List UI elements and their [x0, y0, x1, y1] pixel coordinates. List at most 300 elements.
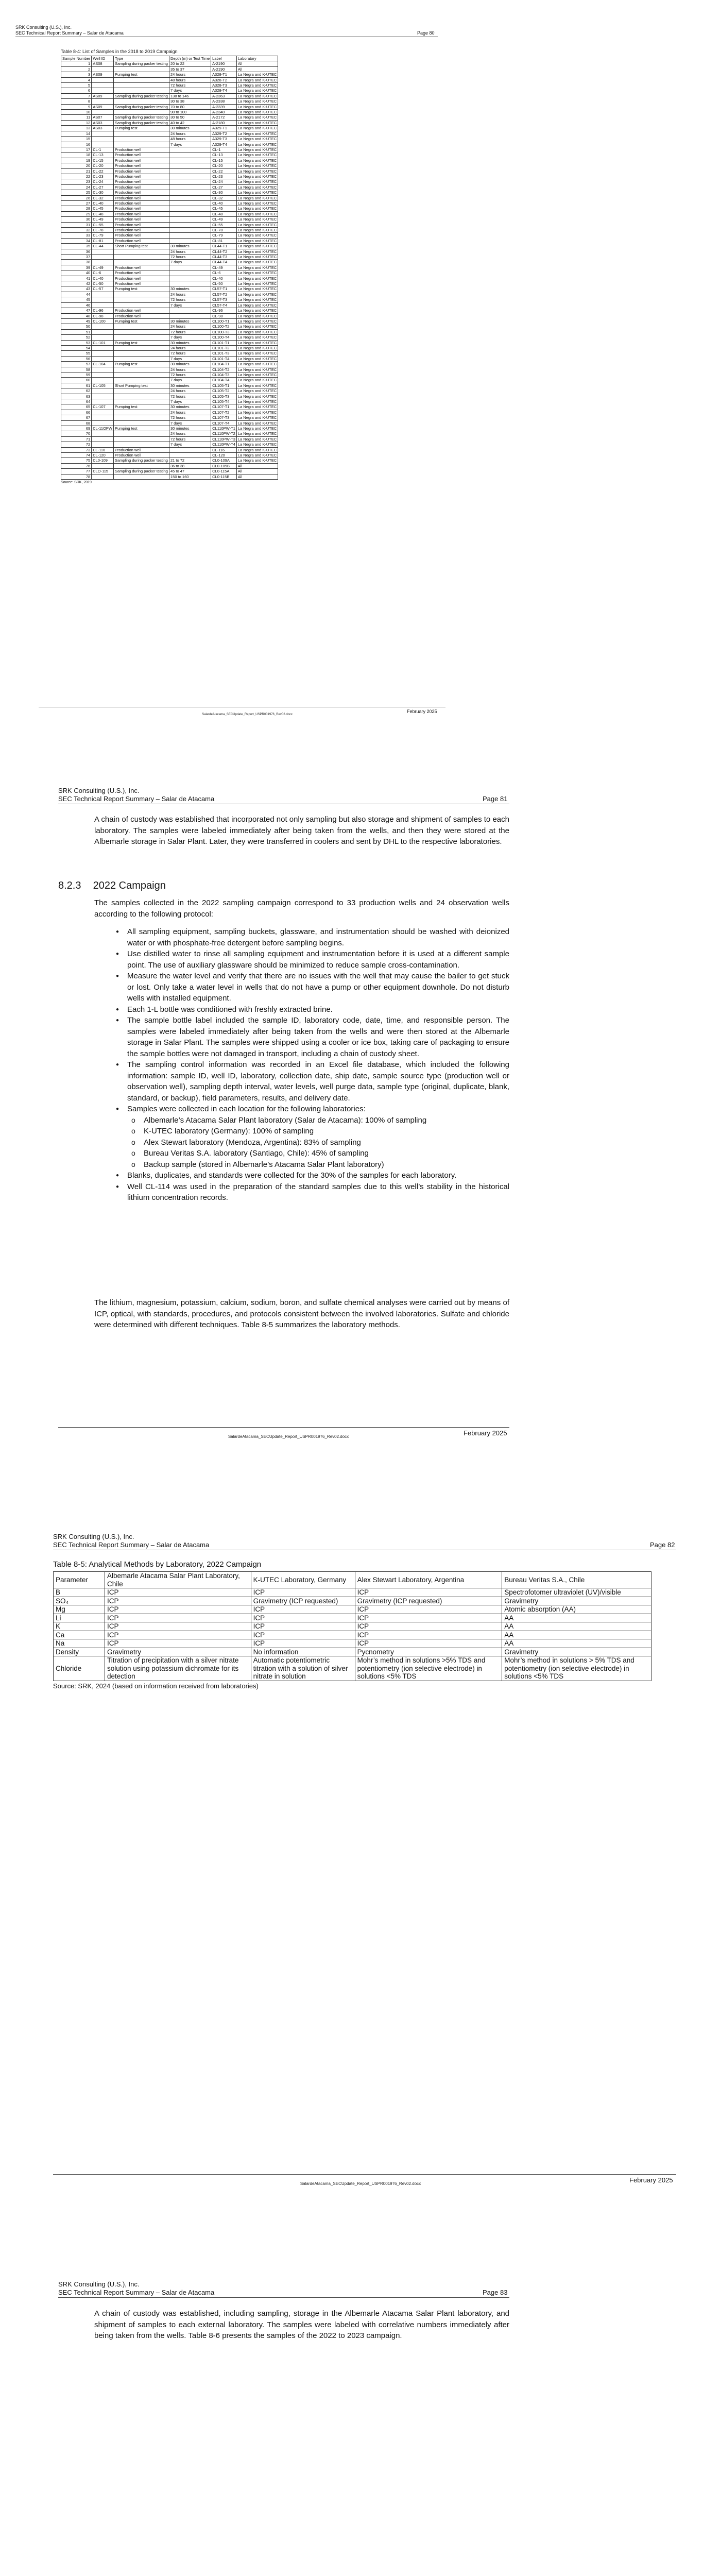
table-row [61, 281, 278, 286]
table-cell: 5 [61, 83, 92, 88]
table-cell [114, 378, 169, 383]
table-cell: ICP [105, 1605, 251, 1614]
table-cell: Pumping test [114, 340, 169, 345]
table-row [61, 200, 278, 206]
table-cell: CL57-T3 [211, 297, 237, 302]
table-cell: Pumping test [114, 426, 169, 431]
table-cell: CL-40 [211, 276, 237, 281]
table-cell: 58 [61, 367, 92, 372]
table-cell: 7 days [169, 88, 211, 93]
list-item: ● All sampling equipment, sampling buckets, glassware, and instrumentation should be washed with deionized water or with phosphate-free detergent before sampling begins. [116, 926, 509, 948]
table-cell: Gravimetry [502, 1648, 651, 1656]
table-cell: CL107-T4 [211, 420, 237, 426]
table-cell: 31 [61, 222, 92, 227]
table-cell: La Negra and K-UTEC [236, 313, 278, 318]
table-cell [169, 190, 211, 195]
table-cell: 45 to 47 [169, 469, 211, 474]
table-cell: CL105-T1 [211, 383, 237, 388]
table-cell: 9 [61, 104, 92, 109]
table-cell: ICP [251, 1614, 355, 1622]
table-cell: CL-120 [211, 453, 237, 458]
table-cell: La Negra and K-UTEC [236, 383, 278, 388]
table-cell: CL105-T3 [211, 394, 237, 399]
table-cell [92, 442, 114, 447]
footer-rule [58, 1427, 509, 1428]
table-row [61, 340, 278, 345]
table-cell: Atomic absorption (AA) [502, 1605, 651, 1614]
table-cell: All [236, 469, 278, 474]
list-item: ● Measure the water level and verify that there are no issues with the well that may cause the bailer to get stuck or lost. Only take a water level in wells that do not have a pump or other equipment downhole. Do not disturb wells with installed equipment. [116, 971, 509, 1004]
table-cell: 41 [61, 276, 92, 281]
table-cell: ICP [355, 1631, 502, 1639]
table-row [61, 168, 278, 174]
table-cell: CL110PW-T2 [211, 431, 237, 436]
header-report-title: SEC Technical Report Summary – Salar de Atacama [58, 795, 215, 803]
table-cell: 42 [61, 281, 92, 286]
table-cell: CL-116 [211, 447, 237, 452]
table-row [61, 104, 278, 109]
table-cell: Production well [114, 276, 169, 281]
table-cell: Sampling during packer testing [114, 104, 169, 109]
sub-list-item: o Alex Stewart laboratory (Mendoza, Argentina): 83% of sampling [116, 1137, 509, 1148]
table-cell: 53 [61, 340, 92, 345]
table-cell: 67 [61, 415, 92, 420]
table-cell: CL0-115B [211, 474, 237, 479]
table-cell: K [54, 1622, 105, 1631]
table-cell [92, 399, 114, 404]
table-cell: CL-22 [211, 168, 237, 174]
table-cell [114, 410, 169, 415]
paragraph-closing: The lithium, magnesium, potassium, calcium, sodium, boron, and sulfate chemical analyses were carried out by means of ICP, optical, with standards, procedures, and protocols consistent between the involved laboratories. Sulfate and chloride were determined with different techniques. Table 8-5 summarizes the laboratory methods. [94, 1298, 509, 1329]
table-cell: Pumping test [114, 318, 169, 324]
table-row [61, 195, 278, 200]
table-cell: 30 minutes [169, 362, 211, 367]
table-cell: La Negra and K-UTEC [236, 372, 278, 377]
footer-date: February 2025 [407, 709, 437, 714]
table-cell [169, 281, 211, 286]
table-cell: 61 [61, 383, 92, 388]
table-cell: La Negra and K-UTEC [236, 206, 278, 211]
table-header-row [54, 1572, 651, 1588]
table-cell: Sampling during packer testing [114, 120, 169, 125]
table-cell [114, 367, 169, 372]
table-cell: La Negra and K-UTEC [236, 367, 278, 372]
table-cell: CL-11OPW [92, 426, 114, 431]
table-row [61, 131, 278, 136]
table-row [61, 458, 278, 463]
table-cell [169, 206, 211, 211]
table-cell: 39 [61, 265, 92, 270]
table-cell [114, 335, 169, 340]
table-row [54, 1631, 651, 1639]
table-cell: La Negra and K-UTEC [236, 93, 278, 98]
table-cell: CL-23 [211, 174, 237, 179]
header-rule [58, 2297, 509, 2298]
table-cell: 24 [61, 184, 92, 190]
table-cell [114, 292, 169, 297]
table-caption: Table 8-4: List of Samples in the 2018 to 2019 Campaign [61, 49, 178, 54]
table-cell: CL100-T4 [211, 335, 237, 340]
table-cell: Sampling during packer testing [114, 469, 169, 474]
table-cell: 73 [61, 447, 92, 452]
table-cell [92, 378, 114, 383]
table-cell [92, 142, 114, 147]
table-header-row [61, 56, 278, 61]
header-company: SRK Consulting (U.S.), Inc. [58, 787, 140, 794]
footer-filename: SalardeAtacama_SECUpdate_Report_USPR001976_Rev02.docx [202, 713, 293, 716]
header-page-number: Page 81 [483, 795, 508, 803]
table-cell [92, 372, 114, 377]
table-row [54, 1605, 651, 1614]
table-cell: Gravimetry [502, 1597, 651, 1605]
table-row [54, 1622, 651, 1631]
table-row [61, 270, 278, 276]
table-row [61, 174, 278, 179]
table-cell: CL0-109B [211, 463, 237, 468]
table-row [61, 318, 278, 324]
table-cell: CLO-115 [92, 469, 114, 474]
table-cell: 30 minutes [169, 404, 211, 410]
table-cell [92, 324, 114, 329]
table-cell: 7 days [169, 356, 211, 361]
table-cell: 24 hours [169, 292, 211, 297]
table-cell: Production well [114, 179, 169, 184]
table-cell: CL101-T4 [211, 356, 237, 361]
sub-list-item: o Bureau Veritas S.A. laboratory (Santiago, Chile): 45% of sampling [116, 1148, 509, 1159]
table-cell: CL-48 [211, 211, 237, 216]
table-cell: La Negra and K-UTEC [236, 179, 278, 184]
table-cell [114, 436, 169, 442]
table-cell: AS09 [92, 93, 114, 98]
table-row [61, 115, 278, 120]
table-cell: CL107-T1 [211, 404, 237, 410]
column-header: Alex Stewart Laboratory, Argentina [355, 1572, 502, 1588]
table-cell: Density [54, 1648, 105, 1656]
table-cell: La Negra and K-UTEC [236, 458, 278, 463]
table-cell: La Negra and K-UTEC [236, 163, 278, 168]
table-cell [114, 345, 169, 350]
table-cell: CL-50 [211, 281, 237, 286]
table-cell: CL-27 [211, 184, 237, 190]
table-cell: 20 [61, 163, 92, 168]
table-cell: La Negra and K-UTEC [236, 195, 278, 200]
table-cell: CL-15 [92, 158, 114, 163]
table-cell [114, 329, 169, 334]
table-cell: CL-100 [92, 318, 114, 324]
table-cell: CL-48 [92, 211, 114, 216]
table-cell: La Negra and K-UTEC [236, 426, 278, 431]
table-cell [169, 163, 211, 168]
table-cell: AS09 [92, 104, 114, 109]
table-cell: AA [502, 1614, 651, 1622]
table-cell: 138 to 146 [169, 93, 211, 98]
page-83 [0, 2215, 703, 2576]
table-cell [114, 463, 169, 468]
table-cell: CL-55 [92, 222, 114, 227]
table-cell: Short Pumping test [114, 244, 169, 249]
table-cell: AA [502, 1631, 651, 1639]
table-cell: La Negra and K-UTEC [236, 351, 278, 356]
table-cell: 57 [61, 362, 92, 367]
paragraph-chain-of-custody: A chain of custody was established that incorporated not only sampling but also storage and shipment of samples to each laboratory. The samples were labeled immediately after being taken from the wells, and then they were stored at the Albemarle storage in Salar Plant. Later, they were transferred in coolers and sent by DHL to the respective laboratories. [94, 815, 509, 846]
table-cell [169, 265, 211, 270]
table-cell: 24 hours [169, 367, 211, 372]
table-cell: 40 to 42 [169, 120, 211, 125]
table-cell: Production well [114, 174, 169, 179]
table-row [61, 190, 278, 195]
table-cell: La Negra and K-UTEC [236, 158, 278, 163]
table-cell: ICP [355, 1622, 502, 1631]
table-cell: ICP [251, 1588, 355, 1597]
table-row [61, 463, 278, 468]
table-cell [92, 131, 114, 136]
table-cell: 7 days [169, 260, 211, 265]
list-item: ● Blanks, duplicates, and standards were collected for the 30% of the samples for each laboratory. [116, 1170, 509, 1181]
table-cell: CL101-T1 [211, 340, 237, 345]
table-cell: 50 [61, 324, 92, 329]
table-cell: CL110PW-T4 [211, 442, 237, 447]
table-cell: CL0-109 [92, 458, 114, 463]
table-row [61, 335, 278, 340]
table-cell: 36 [61, 249, 92, 254]
table-cell: 35 [61, 244, 92, 249]
table-cell: 77 [61, 469, 92, 474]
table-cell: CL44-T3 [211, 255, 237, 260]
table-cell [169, 308, 211, 313]
table-row [61, 286, 278, 292]
table-cell: La Negra and K-UTEC [236, 244, 278, 249]
table-cell: La Negra and K-UTEC [236, 388, 278, 394]
table-cell: CL-15 [211, 158, 237, 163]
table-cell: 7 days [169, 302, 211, 308]
footer-filename: SalardeAtacama_SECUpdate_Report_USPR001976_Rev02.docx [300, 2181, 421, 2186]
table-cell: CL-78 [211, 228, 237, 233]
table-cell [169, 222, 211, 227]
table-cell: 72 hours [169, 297, 211, 302]
table-row [61, 88, 278, 93]
column-header: Type [114, 56, 169, 61]
table-cell: Production well [114, 152, 169, 158]
table-cell: La Negra and K-UTEC [236, 302, 278, 308]
column-header: Laboratory [236, 56, 278, 61]
table-cell: 78 [61, 474, 92, 479]
table-cell: 12 [61, 120, 92, 125]
table-cell: CL57-T4 [211, 302, 237, 308]
table-cell: Production well [114, 238, 169, 243]
table-cell: 40 [61, 270, 92, 276]
list-item: ● Well CL-114 was used in the preparation of the standard samples due to this well’s stability in the historical lithium concentration records. [116, 1181, 509, 1204]
table-cell: Production well [114, 168, 169, 174]
table-cell [92, 431, 114, 436]
table-row [61, 329, 278, 334]
table-cell: La Negra and K-UTEC [236, 238, 278, 243]
table-cell: Mohr’s method in solutions > 5% TDS and potentiometry (ion selective electrode) in solutions <5% TDS [502, 1656, 651, 1681]
table-cell: CL44-T1 [211, 244, 237, 249]
table-cell: 51 [61, 329, 92, 334]
table-row [61, 426, 278, 431]
table-cell: ICP [105, 1631, 251, 1639]
table-cell [92, 394, 114, 399]
table-cell: La Negra and K-UTEC [236, 318, 278, 324]
page-80 [0, 0, 703, 721]
table-cell: CL-79 [92, 233, 114, 238]
table-cell: 38 [61, 260, 92, 265]
table-cell [92, 474, 114, 479]
table-cell: CL104-T1 [211, 362, 237, 367]
table-cell: CL107-T3 [211, 415, 237, 420]
table-cell: Production well [114, 158, 169, 163]
table-cell: 46 [61, 302, 92, 308]
table-row [61, 179, 278, 184]
table-cell: CL-40 [211, 200, 237, 206]
table-cell: 7 days [169, 420, 211, 426]
table-cell [92, 410, 114, 415]
table-cell: CL0-115A [211, 469, 237, 474]
table-cell: Sampling during packer testing [114, 458, 169, 463]
table-cell: 30 to 50 [169, 115, 211, 120]
table-cell: Gravimetry [105, 1648, 251, 1656]
column-header: Well ID [92, 56, 114, 61]
table-row [61, 378, 278, 383]
column-header: Sample Number [61, 56, 92, 61]
table-cell [114, 137, 169, 142]
table-cell: AS09 [92, 72, 114, 77]
table-cell: ICP [105, 1622, 251, 1631]
table-cell: CL-1 [211, 147, 237, 152]
table-cell [169, 147, 211, 152]
table-cell: 26 [61, 195, 92, 200]
table-row [61, 292, 278, 297]
header-page-number: Page 82 [650, 1541, 675, 1549]
table-cell [114, 399, 169, 404]
table-cell [169, 211, 211, 216]
table-cell: La Negra and K-UTEC [236, 297, 278, 302]
table-cell: 69 [61, 426, 92, 431]
table-cell: 25 [61, 190, 92, 195]
table-row [54, 1588, 651, 1597]
table-cell: La Negra and K-UTEC [236, 308, 278, 313]
table-cell: CL-96 [92, 308, 114, 313]
table-cell [169, 276, 211, 281]
table-cell: 45 [61, 297, 92, 302]
table-cell [92, 302, 114, 308]
table-cell: 6 [61, 88, 92, 93]
column-header: Depth (m) or Test Time [169, 56, 211, 61]
table-cell: CL-20 [92, 163, 114, 168]
table-cell: Production well [114, 190, 169, 195]
column-header: K-UTEC Laboratory, Germany [251, 1572, 355, 1588]
table-row [61, 255, 278, 260]
table-cell: 15 [61, 137, 92, 142]
footer-date: February 2025 [629, 2176, 673, 2184]
table-row [61, 442, 278, 447]
table-cell: 65 [61, 404, 92, 410]
table-row [61, 147, 278, 152]
table-cell [114, 255, 169, 260]
table-cell: Production well [114, 233, 169, 238]
table-cell: CL104-T4 [211, 378, 237, 383]
table-cell: 7 [61, 93, 92, 98]
table-cell: 150 to 160 [169, 474, 211, 479]
table-cell: La Negra and K-UTEC [236, 324, 278, 329]
header-company: SRK Consulting (U.S.), Inc. [58, 2280, 140, 2288]
table-cell [114, 372, 169, 377]
table-row [61, 410, 278, 415]
table-cell: 1 [61, 61, 92, 66]
table-row [61, 142, 278, 147]
table-row [61, 120, 278, 125]
table-cell: La Negra and K-UTEC [236, 410, 278, 415]
table-row [61, 260, 278, 265]
table-cell: No information [251, 1648, 355, 1656]
table-cell: La Negra and K-UTEC [236, 378, 278, 383]
table-cell: 29 [61, 211, 92, 216]
table-cell: CL-49 [92, 265, 114, 270]
table-cell: La Negra and K-UTEC [236, 131, 278, 136]
table-cell: 35 to 37 [169, 66, 211, 72]
table-cell: 24 hours [169, 431, 211, 436]
table-cell [114, 83, 169, 88]
list-item: ● The sample bottle label included the sample ID, laboratory code, date, time, and responsible person. The samples were labeled immediately after being taken from the wells and were then stored at the Albemarle storage in Salar Plant. The samples were shipped using a cooler or ice box, taking care of packaging to ensure the sample bottles were not damaged in transport, including a chain of custody sheet. [116, 1015, 509, 1059]
table-cell [114, 88, 169, 93]
table-cell [92, 420, 114, 426]
table-row [61, 211, 278, 216]
table-cell: Production well [114, 211, 169, 216]
table-row [61, 152, 278, 158]
table-cell: CL-104 [92, 362, 114, 367]
table-cell: CL105-T2 [211, 388, 237, 394]
table-cell: CL-30 [92, 190, 114, 195]
list-item: ● Samples were collected in each location for the following laboratories: [116, 1104, 509, 1115]
table-cell: 48 [61, 313, 92, 318]
table-cell: La Negra and K-UTEC [236, 217, 278, 222]
table-cell: Ca [54, 1631, 105, 1639]
table-cell: 90 to 100 [169, 110, 211, 115]
table-row [61, 431, 278, 436]
table-cell: A329-T4 [211, 142, 237, 147]
table-cell: La Negra and K-UTEC [236, 281, 278, 286]
table-cell: 21 to 72 [169, 458, 211, 463]
table-cell [114, 260, 169, 265]
table-cell: CL101-T3 [211, 351, 237, 356]
table-cell: La Negra and K-UTEC [236, 126, 278, 131]
table-cell: 17 [61, 147, 92, 152]
table-cell: 24 hours [169, 345, 211, 350]
table-cell: CL-24 [211, 179, 237, 184]
table-cell: 63 [61, 394, 92, 399]
table-cell: 27 [61, 200, 92, 206]
table-cell: ICP [105, 1614, 251, 1622]
table-cell: La Negra and K-UTEC [236, 115, 278, 120]
table-cell: 74 [61, 453, 92, 458]
table-row [61, 302, 278, 308]
table-row [61, 99, 278, 104]
table-cell: 21 [61, 168, 92, 174]
table-cell [169, 152, 211, 158]
table-cell: Na [54, 1639, 105, 1648]
table-cell: 44 [61, 292, 92, 297]
table-cell: 24 hours [169, 131, 211, 136]
table-cell: La Negra and K-UTEC [236, 270, 278, 276]
table-cell: All [236, 474, 278, 479]
table-cell [169, 447, 211, 452]
table-cell [114, 415, 169, 420]
table-cell: 72 hours [169, 83, 211, 88]
table-cell: 4 [61, 77, 92, 82]
table-cell: Titration of precipitation with a silver nitrate solution using potassium dichromate for its detection [105, 1656, 251, 1681]
table-row [61, 394, 278, 399]
table-row [61, 308, 278, 313]
